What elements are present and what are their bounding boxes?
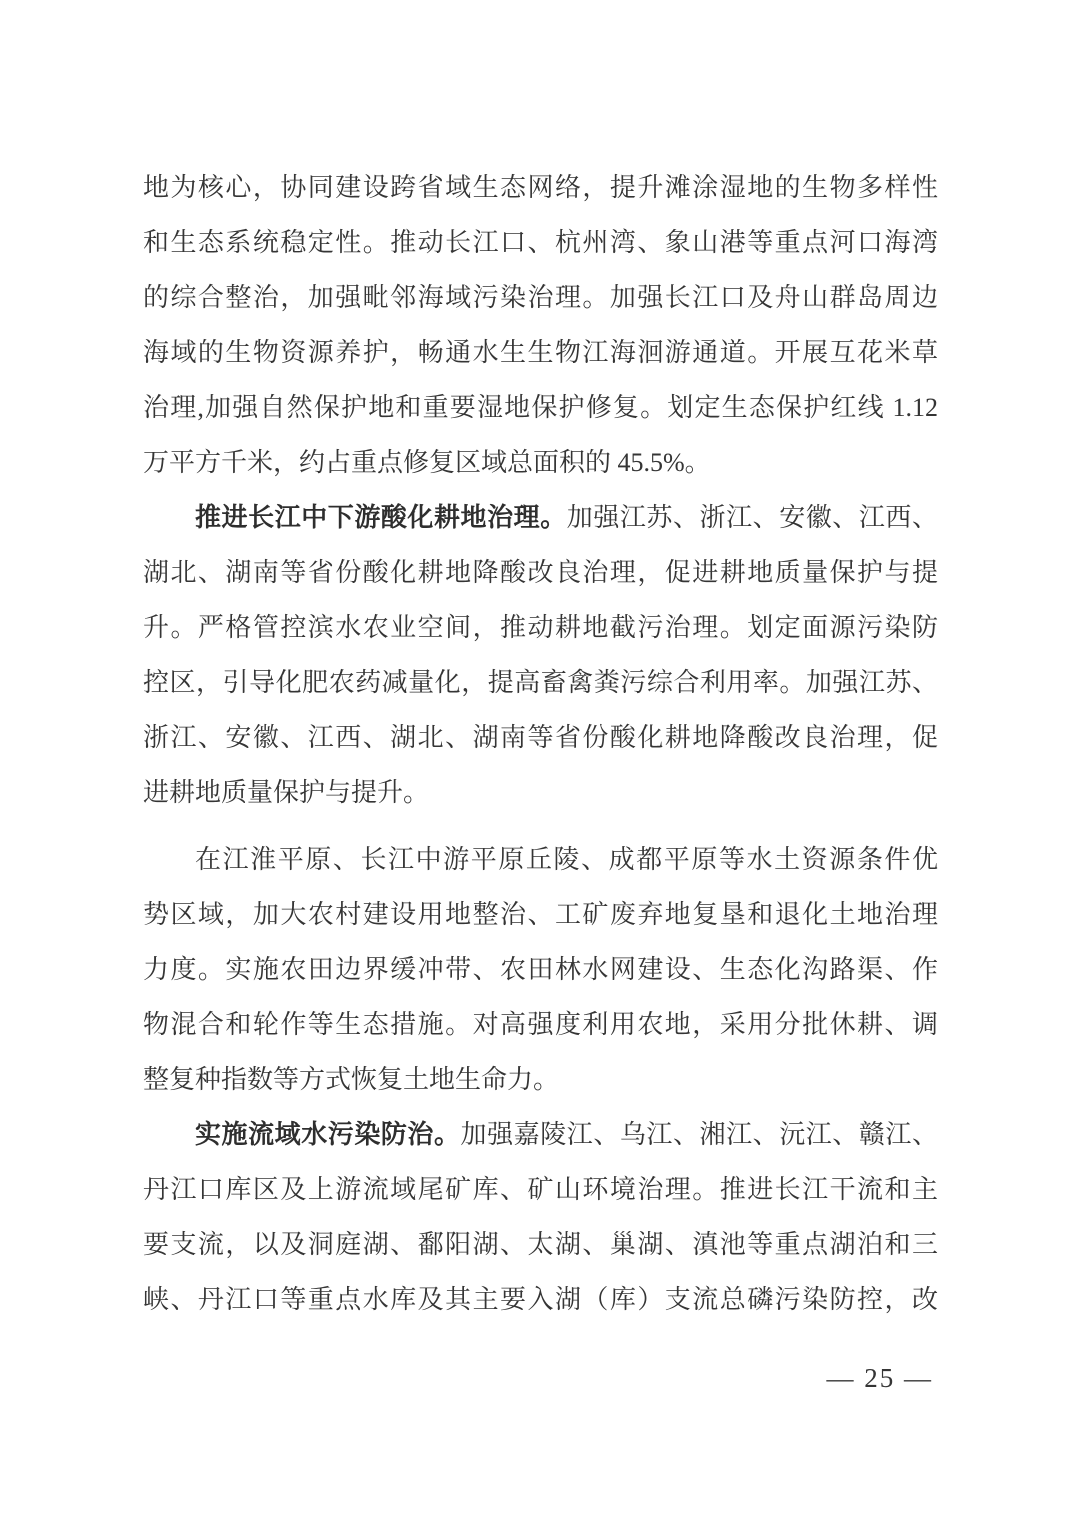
text-line xyxy=(143,270,938,325)
line-text: 湖北、湖南等省份酸化耕地降酸改良治理，促进耕地质量保护与提 xyxy=(143,558,938,587)
text-line xyxy=(143,215,938,270)
line-text: 控区，引导化肥农药减量化，提高畜禽粪污综合利用率。加强江苏、 xyxy=(143,668,938,697)
text-line xyxy=(143,1162,938,1217)
text-line xyxy=(143,997,938,1052)
line-text: 地为核心，协同建设跨省域生态网络，提升滩涂湿地的生物多样性 xyxy=(143,173,938,202)
line-text: 峡、丹江口等重点水库及其主要入湖（库）支流总磷污染防控，改 xyxy=(143,1285,938,1314)
text-line xyxy=(143,1052,938,1107)
line-text: 治理,加强自然保护地和重要湿地保护修复。划定生态保护红线 1.12 xyxy=(143,393,938,422)
line-text: 物混合和轮作等生态措施。对高强度利用农地，采用分批休耕、调 xyxy=(143,1010,938,1039)
text-line xyxy=(143,765,938,820)
line-text: 整复种指数等方式恢复土地生命力。 xyxy=(143,1065,560,1094)
text-line xyxy=(143,887,938,942)
line-text: 的综合整治，加强毗邻海域污染治理。加强长江口及舟山群岛周边 xyxy=(143,283,938,312)
text-line xyxy=(143,1272,938,1327)
text-line xyxy=(143,655,938,710)
line-text: 要支流，以及洞庭湖、鄱阳湖、太湖、巢湖、滇池等重点湖泊和三 xyxy=(143,1230,938,1259)
line-text: 万平方千米，约占重点修复区域总面积的 45.5%。 xyxy=(143,448,711,477)
section-lead: 推进长江中下游酸化耕地治理。 xyxy=(195,503,567,532)
text-line xyxy=(143,325,938,380)
line-text: 浙江、安徽、江西、湖北、湖南等省份酸化耕地降酸改良治理，促 xyxy=(143,723,938,752)
line-text: 升。严格管控滨水农业空间，推动耕地截污治理。划定面源污染防 xyxy=(143,613,938,642)
line-text: 势区域，加大农村建设用地整治、工矿废弃地复垦和退化土地治理 xyxy=(143,900,938,929)
text-line xyxy=(143,832,938,887)
line-text: 海域的生物资源养护，畅通水生生物江海洄游通道。开展互花米草 xyxy=(143,338,938,367)
text-line xyxy=(143,710,938,765)
text-line xyxy=(143,942,938,997)
line-text: 加强江苏、浙江、安徽、江西、 xyxy=(566,503,938,532)
line-text: 力度。实施农田边界缓冲带、农田林水网建设、生态化沟路渠、作 xyxy=(143,955,938,984)
text-line xyxy=(143,600,938,655)
text-line xyxy=(143,545,938,600)
line-text: 在江淮平原、长江中游平原丘陵、成都平原等水土资源条件优 xyxy=(195,845,938,874)
line-text: 和生态系统稳定性。推动长江口、杭州湾、象山港等重点河口海湾 xyxy=(143,228,938,257)
section-lead: 实施流域水污染防治。 xyxy=(195,1120,461,1149)
text-line xyxy=(143,160,938,215)
page-number: — 25 — xyxy=(826,1363,933,1393)
text-line xyxy=(143,1217,938,1272)
line-text: 加强嘉陵江、乌江、湘江、沅江、赣江、 xyxy=(460,1120,938,1149)
line-text: 丹江口库区及上游流域尾矿库、矿山环境治理。推进长江干流和主 xyxy=(143,1175,938,1204)
line-text: 进耕地质量保护与提升。 xyxy=(143,778,430,807)
text-line xyxy=(143,380,938,435)
document-body xyxy=(143,160,938,1327)
text-line xyxy=(143,1107,938,1162)
text-line xyxy=(143,490,938,545)
text-line xyxy=(143,435,938,490)
